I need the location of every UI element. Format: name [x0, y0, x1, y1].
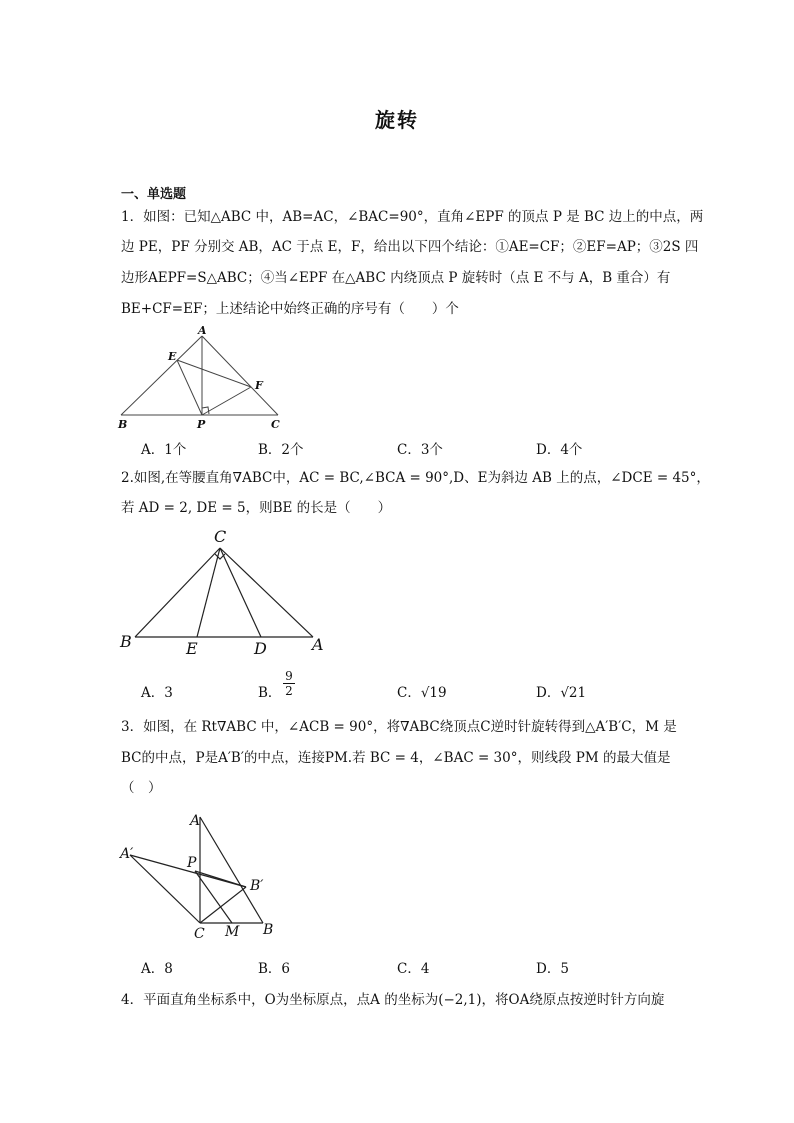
section-heading: 一、单选题 — [121, 187, 187, 202]
q2-side-ac — [220, 548, 313, 637]
q3-side-b2c — [200, 887, 246, 923]
q3-label-a: A — [190, 813, 201, 829]
q3-option-b[interactable]: B．6 — [258, 961, 291, 977]
q3-label-b: B — [263, 922, 274, 938]
q3-line-2: BC的中点，P是A′B′的中点，连接PM.若 BC = 4，∠BAC = 30°，则线段 PM 的最大值是 — [121, 750, 671, 766]
q2-figure — [115, 526, 340, 661]
q1-segment-pf — [202, 387, 251, 415]
q2-option-b-numerator: 9 — [283, 669, 295, 684]
q2-line-2: 若 AD = 2, DE = 5，则BE 的长是（ ） — [121, 500, 392, 516]
q3-line-1: 3．如图，在 Rt∇ABC 中，∠ACB = 90°，将∇ABC绕顶点C逆时针旋转得到△A′B′C，M 是 — [121, 719, 677, 735]
q3-label-c: C — [194, 926, 205, 942]
q3-label-m: M — [225, 924, 240, 940]
q1-option-c[interactable]: C．3个 — [397, 442, 443, 458]
q3-figure — [115, 805, 285, 945]
q3-side-ab — [200, 817, 263, 923]
page-title: 旋转 — [375, 108, 419, 132]
q2-label-a: A — [312, 635, 324, 654]
q2-option-b-denominator: 2 — [285, 684, 293, 698]
q2-segment-ce — [197, 548, 220, 637]
q1-label-a: A — [198, 324, 207, 337]
q3-option-a[interactable]: A．8 — [141, 961, 173, 977]
q3-segment-pb2 — [195, 871, 246, 887]
q1-label-c: C — [271, 418, 280, 431]
q2-option-b-fraction — [283, 669, 295, 698]
q1-line-3: 边形AEPF=S△ABC；④当∠EPF 在△ABC 内绕顶点 P 旋转时（点 E 不与 A，B 重合）有 — [121, 270, 671, 286]
q1-side-ab — [121, 336, 202, 415]
q1-segment-ef — [177, 360, 251, 387]
q1-option-b[interactable]: B．2个 — [258, 442, 304, 458]
q1-label-b: B — [118, 418, 128, 431]
q2-label-c: C — [214, 527, 227, 546]
q2-line-1: 2.如图,在等腰直角∇ABC中，AC = BC,∠BCA = 90°,D、E为斜边 AB 上的点，∠DCE = 45°， — [121, 470, 710, 486]
q1-figure — [115, 322, 295, 432]
q2-option-d[interactable]: D．√21 — [536, 685, 587, 701]
q2-option-b[interactable] — [258, 669, 293, 701]
q1-label-p: P — [197, 418, 206, 431]
q3-option-c[interactable]: C．4 — [397, 961, 430, 977]
q2-side-bc — [135, 548, 220, 637]
q2-label-d: D — [254, 639, 267, 658]
q1-option-a[interactable]: A．1个 — [141, 442, 187, 458]
q1-label-f: F — [255, 379, 263, 392]
q4-line-1: 4．平面直角坐标系中，O为坐标原点，点A 的坐标为(−2,1)，将OA绕原点按逆时针方向旋 — [121, 992, 665, 1008]
q1-side-ac — [202, 336, 278, 415]
q3-label-p: P — [187, 855, 197, 871]
q3-label-a-prime: A′ — [120, 846, 134, 862]
q2-option-a[interactable]: A．3 — [141, 685, 173, 701]
q3-line-3: （ ） — [121, 780, 162, 796]
q3-option-d[interactable]: D．5 — [536, 961, 569, 977]
q1-line-1: 1．如图：已知△ABC 中，AB=AC，∠BAC=90°，直角∠EPF 的顶点 P 是 BC 边上的中点，两 — [121, 209, 704, 225]
q2-label-b: B — [120, 632, 132, 651]
q2-label-e: E — [186, 639, 198, 658]
q1-label-e: E — [168, 350, 177, 363]
q1-option-d[interactable]: D．4个 — [536, 442, 583, 458]
q1-line-2: 边 PE，PF 分别交 AB，AC 于点 E，F，给出以下四个结论：①AE=CF；②EF=AP；③2S 四 — [121, 239, 699, 255]
q2-option-c[interactable]: C．√19 — [397, 685, 447, 701]
q2-option-b-letter: B． — [258, 685, 282, 701]
q2-segment-cd — [220, 548, 261, 637]
q1-line-4: BE+CF=EF；上述结论中始终正确的序号有（ ）个 — [121, 301, 459, 317]
q3-label-b-prime: B′ — [250, 878, 264, 894]
